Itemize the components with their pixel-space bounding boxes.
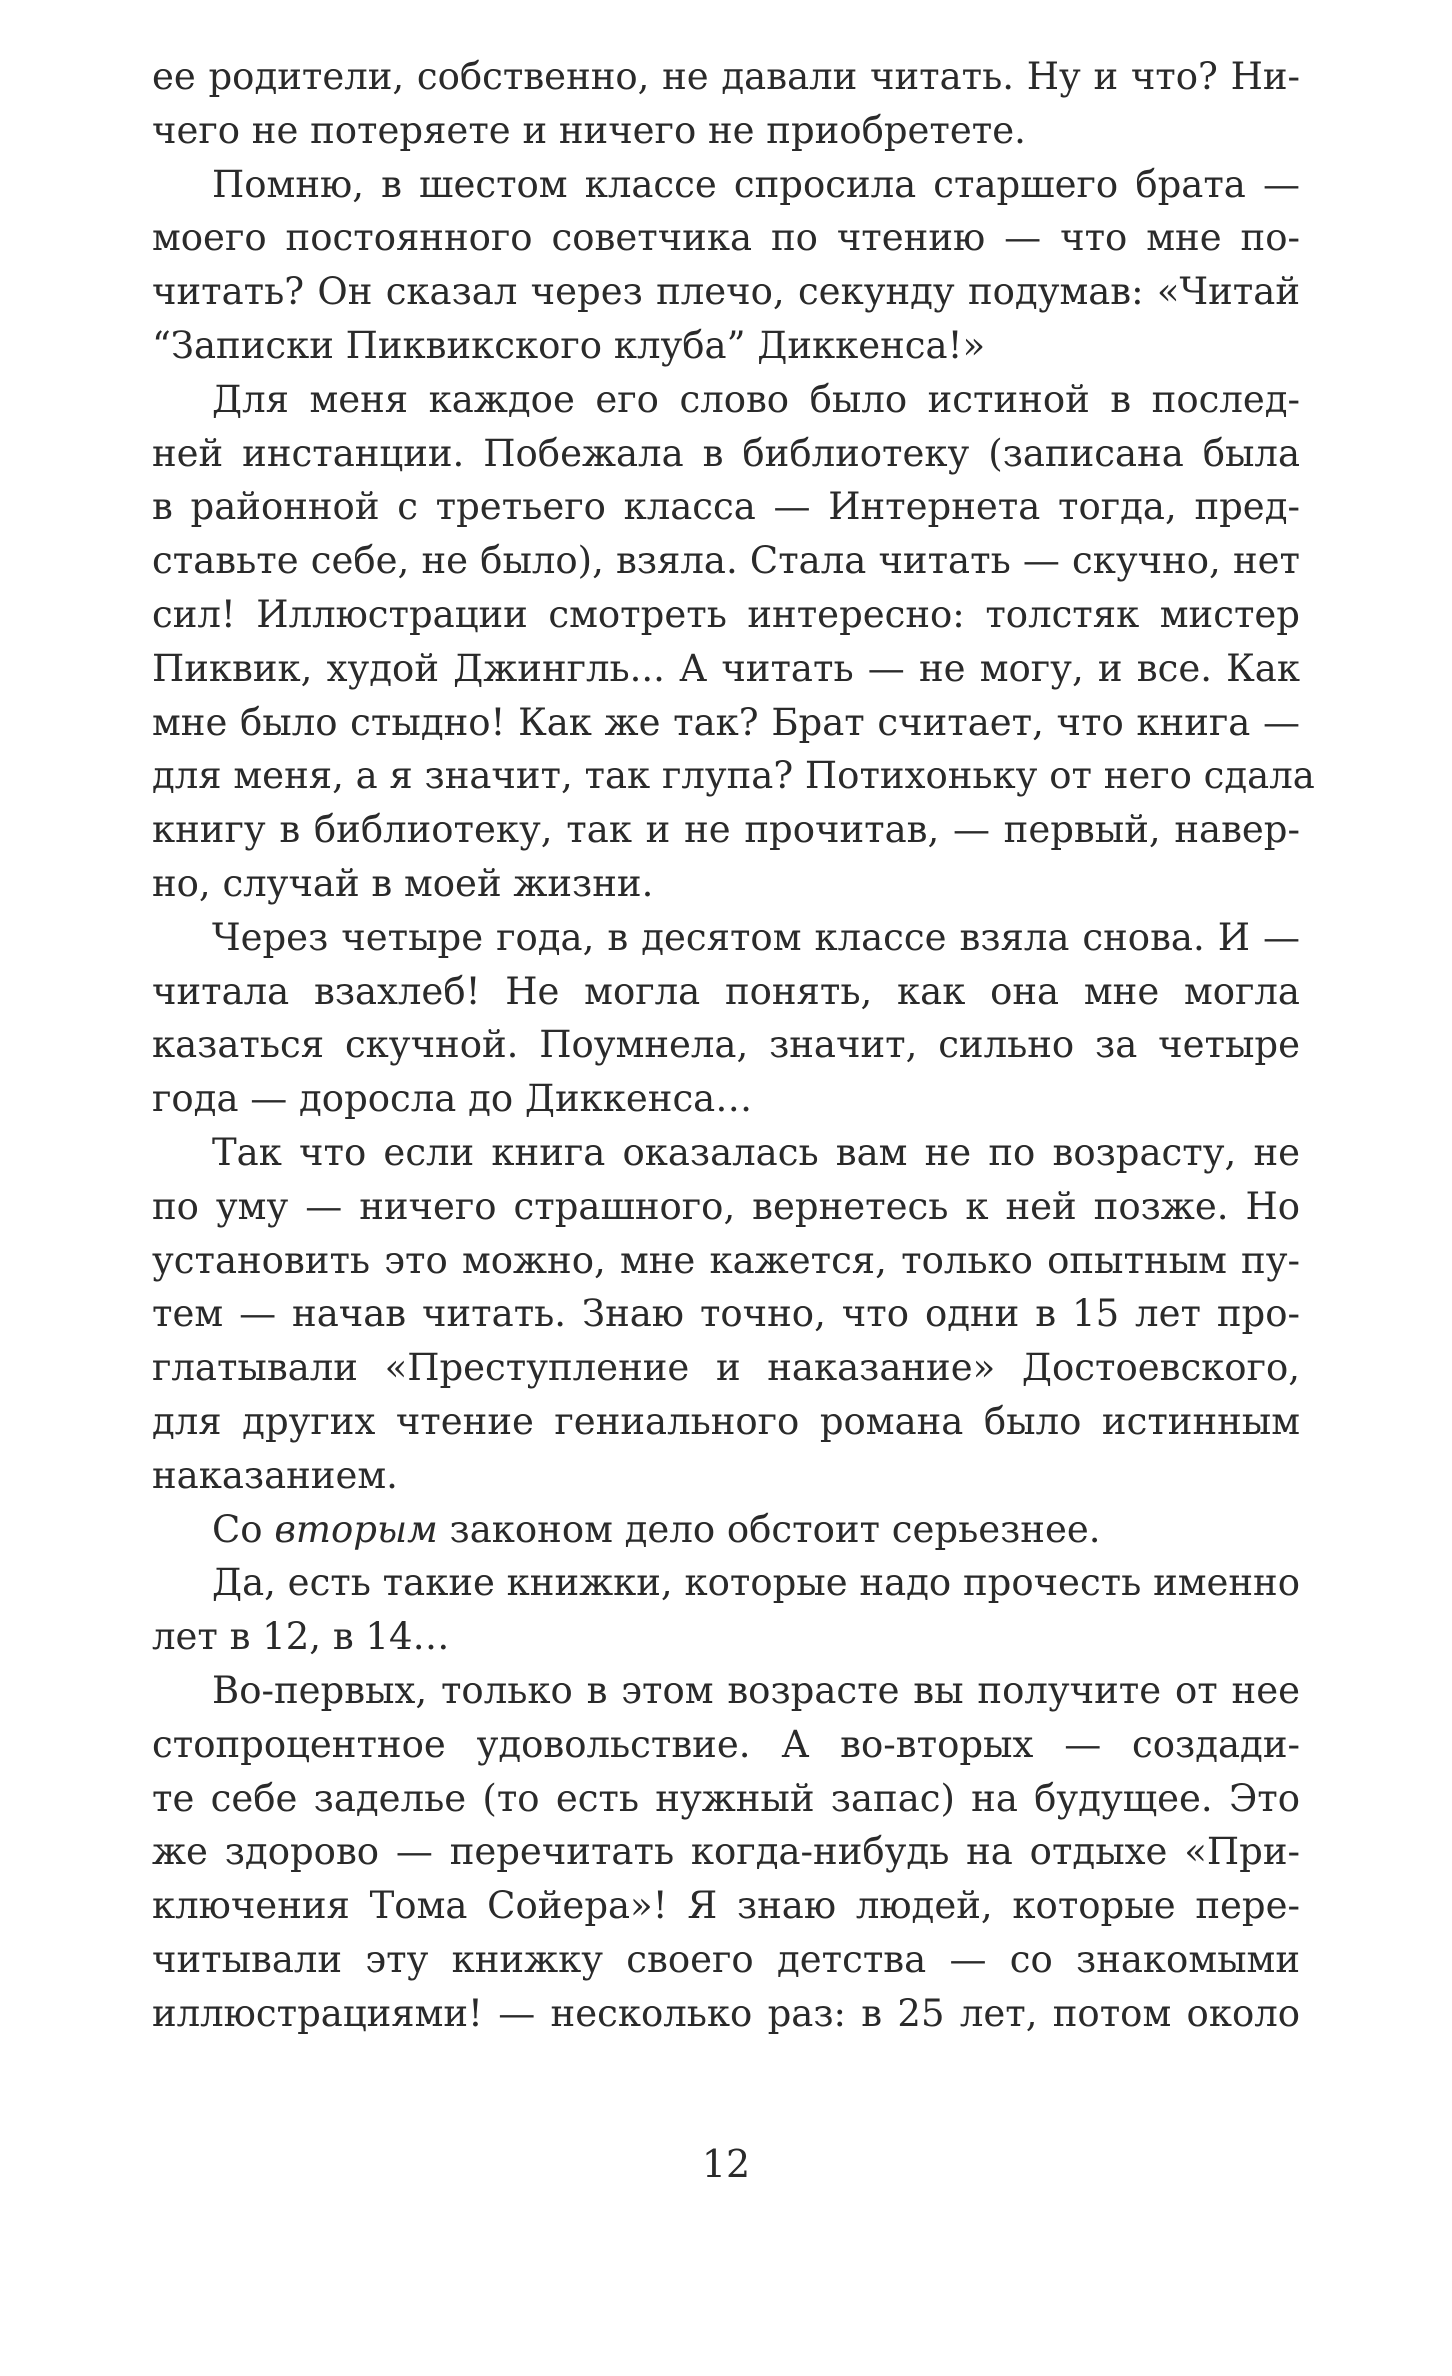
body-text [152,50,1315,2040]
text-line: стопроцентное удовольствие. А во-вторых — создади- [152,1722,1300,1766]
text-line: ней инстанции. Побежала в библиотеку (записана была [152,431,1300,475]
text-line: книгу в библиотеку, так и не прочитав, — первый, навер- [152,808,1300,852]
text-line: лет в 12, в 14… [152,1615,450,1659]
text-line: ключения Тома Сойера»! Я знаю людей, которые пере- [152,1884,1300,1928]
text-line: мне было стыдно! Как же так? Брат считает, что книга — [152,700,1300,744]
text-line: Во-первых, только в этом возрасте вы получите от нее [212,1668,1300,1712]
text-line: читывали эту книжку своего детства — со знакомыми [152,1937,1300,1981]
text-line: наказанием. [152,1453,398,1497]
text-line: в районной с третьего класса — Интернета тогда, пред- [152,485,1300,529]
text-line: года — доросла до Диккенса… [152,1077,753,1121]
text-line: Для меня каждое его слово было истиной в послед- [212,377,1300,421]
text-line: тем — начав читать. Знаю точно, что одни в 15 лет про- [152,1292,1300,1336]
text-line: Помню, в шестом классе спросила старшего брата — [212,162,1300,206]
text-line: Да, есть такие книжки, которые надо прочесть именно [212,1561,1300,1605]
text-line: но, случай в моей жизни. [152,861,654,905]
text-line: моего постоянного советчика по чтению — что мне по- [152,216,1300,260]
text-line: Через четыре года, в десятом классе взяла снова. И — [212,915,1300,959]
text-line: читала взахлеб! Не могла понять, как она мне могла [152,969,1300,1013]
text-line: Пиквик, худой Джингль... А читать — не могу, и все. Как [152,646,1300,690]
text-line: установить это можно, мне кажется, только опытным пу- [152,1238,1300,1282]
text-line: для других чтение гениального романа было истинным [152,1399,1300,1443]
text-line [152,1503,1300,1557]
page-number: 12 [701,2142,751,2186]
text-line: глатывали «Преступление и наказание» Достоевского, [152,1346,1300,1390]
text-line: по уму — ничего страшного, вернетесь к ней позже. Но [152,1184,1300,1228]
text-line: ее родители, собственно, не давали читать. Ну и что? Ни- [152,55,1300,98]
text-line: казаться скучной. Поумнела, значит, сильно за четыре [152,1023,1300,1067]
text-line: чего не потеряете и ничего не приобретете. [152,108,1026,152]
text-line: читать? Он сказал через плечо, секунду подумав: «Читай [152,270,1300,314]
text-line: “Записки Пиквикского клуба” Диккенса!» [152,323,986,367]
text-line: иллюстрациями! — несколько раз: в 25 лет, потом около [152,1991,1300,2035]
text-line: для меня, а я значит, так глупа? Потихоньку от него сдала [152,754,1315,798]
text-line: Так что если книга оказалась вам не по возрасту, не [212,1130,1300,1174]
text-segment: Со [212,1507,275,1551]
text-line: ставьте себе, не было), взяла. Стала читать — скучно, нет [152,539,1300,583]
text-line: те себе заделье (то есть нужный запас) на будущее. Это [152,1776,1300,1820]
text-line: сил! Иллюстрации смотреть интересно: толстяк мистер [152,592,1300,636]
text-line: же здорово — перечитать когда-нибудь на отдыхе «При- [152,1830,1300,1874]
emphasis-word: вторым [274,1507,438,1551]
text-segment: законом дело обстоит серьезнее. [437,1507,1101,1551]
